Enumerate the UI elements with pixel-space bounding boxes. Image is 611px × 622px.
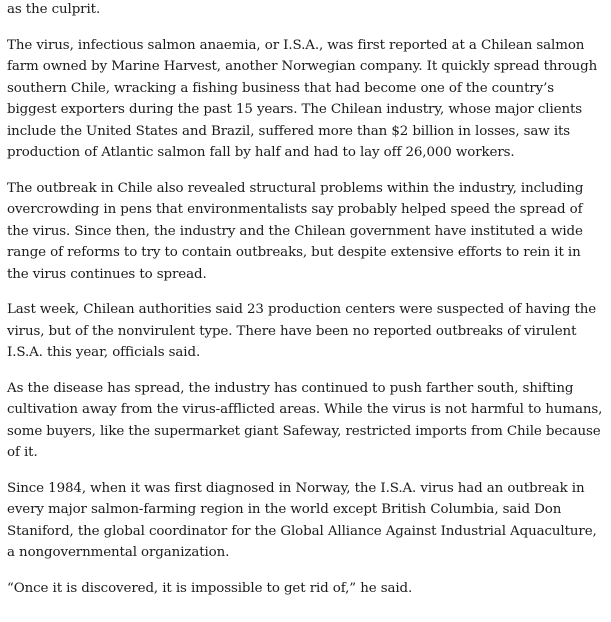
paragraph-industry-south: As the disease has spread, the industry has continued to push farther south, shifting cultivation away from the virus-afflicted areas. While the virus is not harmful to humans, some buyers, like the supermarket giant Safeway, restricted imports from Chile because of it. — [7, 380, 603, 460]
paragraph-production-centers: Last week, Chilean authorities said 23 production centers were suspected of having the virus, but of the nonvirulent type. There have been no reported outbreaks of virulent I.S.A. this year, officials said. — [7, 302, 597, 360]
article-body — [7, 0, 605, 613]
paragraph-quote: “Once it is discovered, it is impossible to get rid of,” he said. — [7, 580, 413, 596]
paragraph-virus-origin: The virus, infectious salmon anaemia, or I.S.A., was first reported at a Chilean salmon farm owned by Marine Harvest, another Norwegian company. It quickly spread through southern Chile, wracking a fishing business that had become one of the country’s biggest exporters during the past 15 years. The Chilean industry, whose major clients include the United States and Brazil, suffered more than $2 billion in losses, saw its production of Atlantic salmon fall by half and had to lay off 26,000 workers. — [7, 37, 598, 160]
paragraph-chile-outbreak: The outbreak in Chile also revealed structural problems within the industry, including overcrowding in pens that environmentalists say probably helped speed the spread of the virus. Since then, the industry and the Chilean government have instituted a wide range of reforms to try to contain outbreaks, but despite extensive efforts to rein it in the virus continues to spread. — [7, 180, 584, 282]
paragraph-fragment-culprit: as the culprit. — [7, 2, 101, 17]
paragraph-history-1984: Since 1984, when it was first diagnosed in Norway, the I.S.A. virus had an outbreak in every major salmon-farming region in the world except British Columbia, said Don Staniford, the global coordinator for the Global Alliance Against Industrial Aquaculture, a nongovernmental organization. — [7, 480, 597, 560]
